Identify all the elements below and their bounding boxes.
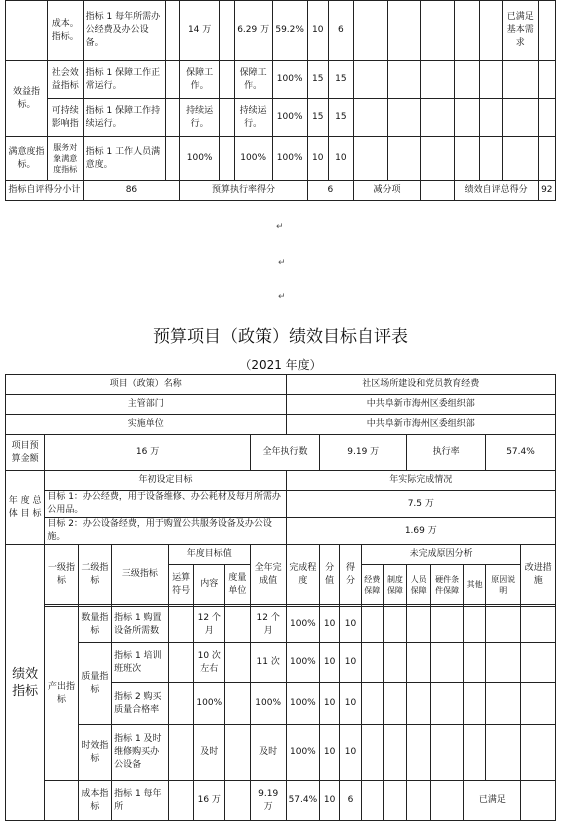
cell-rate: 100% — [272, 61, 307, 99]
perf-row-cost — [6, 781, 556, 821]
subtotal-value: 86 — [83, 181, 180, 201]
return-mark: ↵ — [278, 292, 286, 302]
cell-score: 10 — [340, 725, 362, 781]
top-row-social — [6, 61, 556, 99]
top-table — [5, 0, 556, 201]
cell-score: 15 — [328, 99, 353, 137]
cell-l2: 数量指标 — [78, 607, 111, 643]
cell-rate: 100% — [286, 607, 320, 643]
project-name: 社区场所建设和党员教育经费 — [286, 375, 555, 395]
cell-score: 6 — [328, 1, 353, 61]
budget-total: 16 万 — [45, 435, 250, 471]
goal-row-1 — [6, 491, 556, 518]
exec-rate: 57.4% — [486, 435, 556, 471]
cell-target: 保障工作。 — [180, 61, 220, 99]
cell-weight: 10 — [307, 137, 328, 181]
cell-l3: 指标 1 及时维修购买办公设备 — [112, 725, 169, 781]
cell-weight: 10 — [320, 683, 340, 725]
cell-done: 及时 — [250, 725, 286, 781]
cell-l3: 指标 1 每年所需办公经费及办公设备。 — [83, 1, 165, 61]
info-row-name — [6, 375, 556, 395]
cell-rate: 57.4% — [286, 781, 320, 821]
dept-label: 主管部门 — [6, 395, 287, 415]
goal-1: 目标 1：办公经费，用于设备维修、办公耗材及每月所需办公用品。 — [45, 491, 286, 518]
cell-note: 已满足 — [464, 781, 521, 821]
info-row-dept — [6, 395, 556, 415]
deduction-label: 减分项 — [353, 181, 420, 201]
hdr-weight: 分值 — [320, 545, 340, 605]
cell-content: 16 万 — [194, 781, 225, 821]
goals-header-row — [6, 471, 556, 491]
cell-weight: 10 — [320, 643, 340, 683]
info-row-impl — [6, 415, 556, 435]
cell-l2: 社会效益指标 — [47, 61, 83, 99]
cell-score: 10 — [340, 643, 362, 683]
exec-value: 9.19 万 — [320, 435, 407, 471]
cell-l3: 指标 1 工作人员满意度。 — [83, 137, 165, 181]
output-indicator-label: 产出指标 — [45, 607, 78, 781]
cell-l3: 指标 1 购置设备所需数 — [112, 607, 169, 643]
main-table — [5, 374, 556, 821]
cell-weight: 15 — [307, 99, 328, 137]
cell-rate: 100% — [286, 643, 320, 683]
cell-score: 10 — [328, 137, 353, 181]
cell-l1: 效益指标。 — [6, 61, 48, 137]
goals-header-actual: 年实际完成情况 — [286, 471, 555, 491]
perf-header-row-1 — [6, 545, 556, 565]
project-name-label: 项目（政策）名称 — [6, 375, 287, 395]
total-score-label: 绩效自评总得分 — [454, 181, 538, 201]
perf-row-quality-1 — [6, 643, 556, 683]
cell-done: 12 个月 — [250, 607, 286, 643]
total-score-value: 92 — [538, 181, 555, 201]
perf-side-label: 绩效指标 — [6, 545, 45, 821]
cell-target: 持续运行。 — [180, 99, 220, 137]
cell-score: 10 — [340, 683, 362, 725]
hdr-reason-funding: 经费保障 — [361, 565, 383, 605]
hdr-unit: 度量单位 — [225, 565, 251, 605]
cell-note: 已满足基本需求 — [502, 1, 538, 61]
cell-score: 10 — [340, 607, 362, 643]
cell-score: 6 — [340, 781, 362, 821]
cell-l2: 质量指标 — [78, 643, 111, 725]
page-title: 预算项目（政策）绩效目标自评表 — [153, 327, 408, 347]
cell-weight: 10 — [307, 1, 328, 61]
budget-row — [6, 435, 556, 471]
hdr-year-target: 年度目标值 — [168, 545, 250, 565]
hdr-reason-other: 其他 — [464, 565, 486, 605]
cell-score: 15 — [328, 61, 353, 99]
hdr-done: 全年完成值 — [250, 545, 286, 605]
page-subtitle: （2021 年度） — [239, 358, 322, 372]
cell-rate: 100% — [286, 725, 320, 781]
cell-target: 14 万 — [180, 1, 220, 61]
cell-content: 100% — [194, 683, 225, 725]
cell-l3: 指标 1 每年所 — [112, 781, 169, 821]
hdr-reason: 未完成原因分析 — [361, 545, 521, 565]
goal-row-2 — [6, 518, 556, 545]
cell-content: 及时 — [194, 725, 225, 781]
top-row-sustain — [6, 99, 556, 137]
exec-rate-label: 执行率 — [407, 435, 486, 471]
cell-weight: 15 — [307, 61, 328, 99]
impl-label: 实施单位 — [6, 415, 287, 435]
cell-target: 100% — [180, 137, 220, 181]
hdr-reason-hardware: 硬件条件保障 — [430, 565, 463, 605]
perf-row-timeliness — [6, 725, 556, 781]
impl-value: 中共阜新市海州区委组织部 — [286, 415, 555, 435]
hdr-l3: 三级指标 — [112, 545, 169, 605]
cell-rate: 100% — [286, 683, 320, 725]
hdr-score: 得分 — [340, 545, 362, 605]
top-row-cost — [6, 1, 556, 61]
hdr-l1: 一级指标 — [45, 545, 78, 605]
cell-done: 9.19 万 — [250, 781, 286, 821]
hdr-reason-system: 制度保障 — [383, 565, 407, 605]
cell-l3: 指标 1 培训班班次 — [112, 643, 169, 683]
cell-l2: 服务对象满意度指标 — [47, 137, 83, 181]
cell-actual: 持续运行。 — [234, 99, 272, 137]
goal-2-actual: 1.69 万 — [286, 518, 555, 545]
hdr-rate: 完成程度 — [286, 545, 320, 605]
cell-l2: 成本指标 — [78, 781, 111, 821]
exec-score-value: 6 — [307, 181, 353, 201]
hdr-content: 内容 — [194, 565, 225, 605]
cell-weight: 10 — [320, 725, 340, 781]
hdr-improve: 改进措施 — [521, 545, 556, 605]
return-mark: ↵ — [276, 222, 284, 232]
exec-score-label: 预算执行率得分 — [180, 181, 308, 201]
goal-2: 目标 2：办公设备经费，用于购置公共服务设备及办公设施。 — [45, 518, 286, 545]
perf-row-quantity — [6, 607, 556, 643]
cell-l2: 成本。指标。 — [47, 1, 83, 61]
cell-l2: 可持续影响指 — [47, 99, 83, 137]
cell-done: 100% — [250, 683, 286, 725]
cell-l3: 指标 2 购买质量合格率 — [112, 683, 169, 725]
return-mark: ↵ — [278, 258, 286, 268]
cell-done: 11 次 — [250, 643, 286, 683]
cell-actual: 100% — [234, 137, 272, 181]
cell-rate: 100% — [272, 137, 307, 181]
cell-content: 12 个月 — [194, 607, 225, 643]
hdr-reason-note: 原因说明 — [486, 565, 521, 605]
top-summary-row — [6, 181, 556, 201]
cell-l1: 满意度指标。 — [6, 137, 48, 181]
cell-actual: 保障工作。 — [234, 61, 272, 99]
cell-rate: 59.2% — [272, 1, 307, 61]
cell-l3: 指标 1 保障工作持续运行。 — [83, 99, 165, 137]
top-row-satisfaction — [6, 137, 556, 181]
hdr-calc: 运算符号 — [168, 565, 194, 605]
cell-actual: 6.29 万 — [234, 1, 272, 61]
dept-value: 中共阜新市海州区委组织部 — [286, 395, 555, 415]
cell-l3: 指标 1 保障工作正常运行。 — [83, 61, 165, 99]
exec-label: 全年执行数 — [250, 435, 319, 471]
goals-header-initial: 年初设定目标 — [45, 471, 286, 491]
goal-1-actual: 7.5 万 — [286, 491, 555, 518]
cell-l2: 时效指标 — [78, 725, 111, 781]
subtotal-label: 指标自评得分小计 — [6, 181, 84, 201]
cell-weight: 10 — [320, 607, 340, 643]
cell-rate: 100% — [272, 99, 307, 137]
hdr-l2: 二级指标 — [78, 545, 111, 605]
budget-label: 项目预算金额 — [6, 435, 45, 471]
cell-weight: 10 — [320, 781, 340, 821]
hdr-reason-staff: 人员保障 — [407, 565, 431, 605]
cell-content: 10 次左右 — [194, 643, 225, 683]
goals-side-label: 年 度 总 体 目 标 — [6, 471, 45, 545]
